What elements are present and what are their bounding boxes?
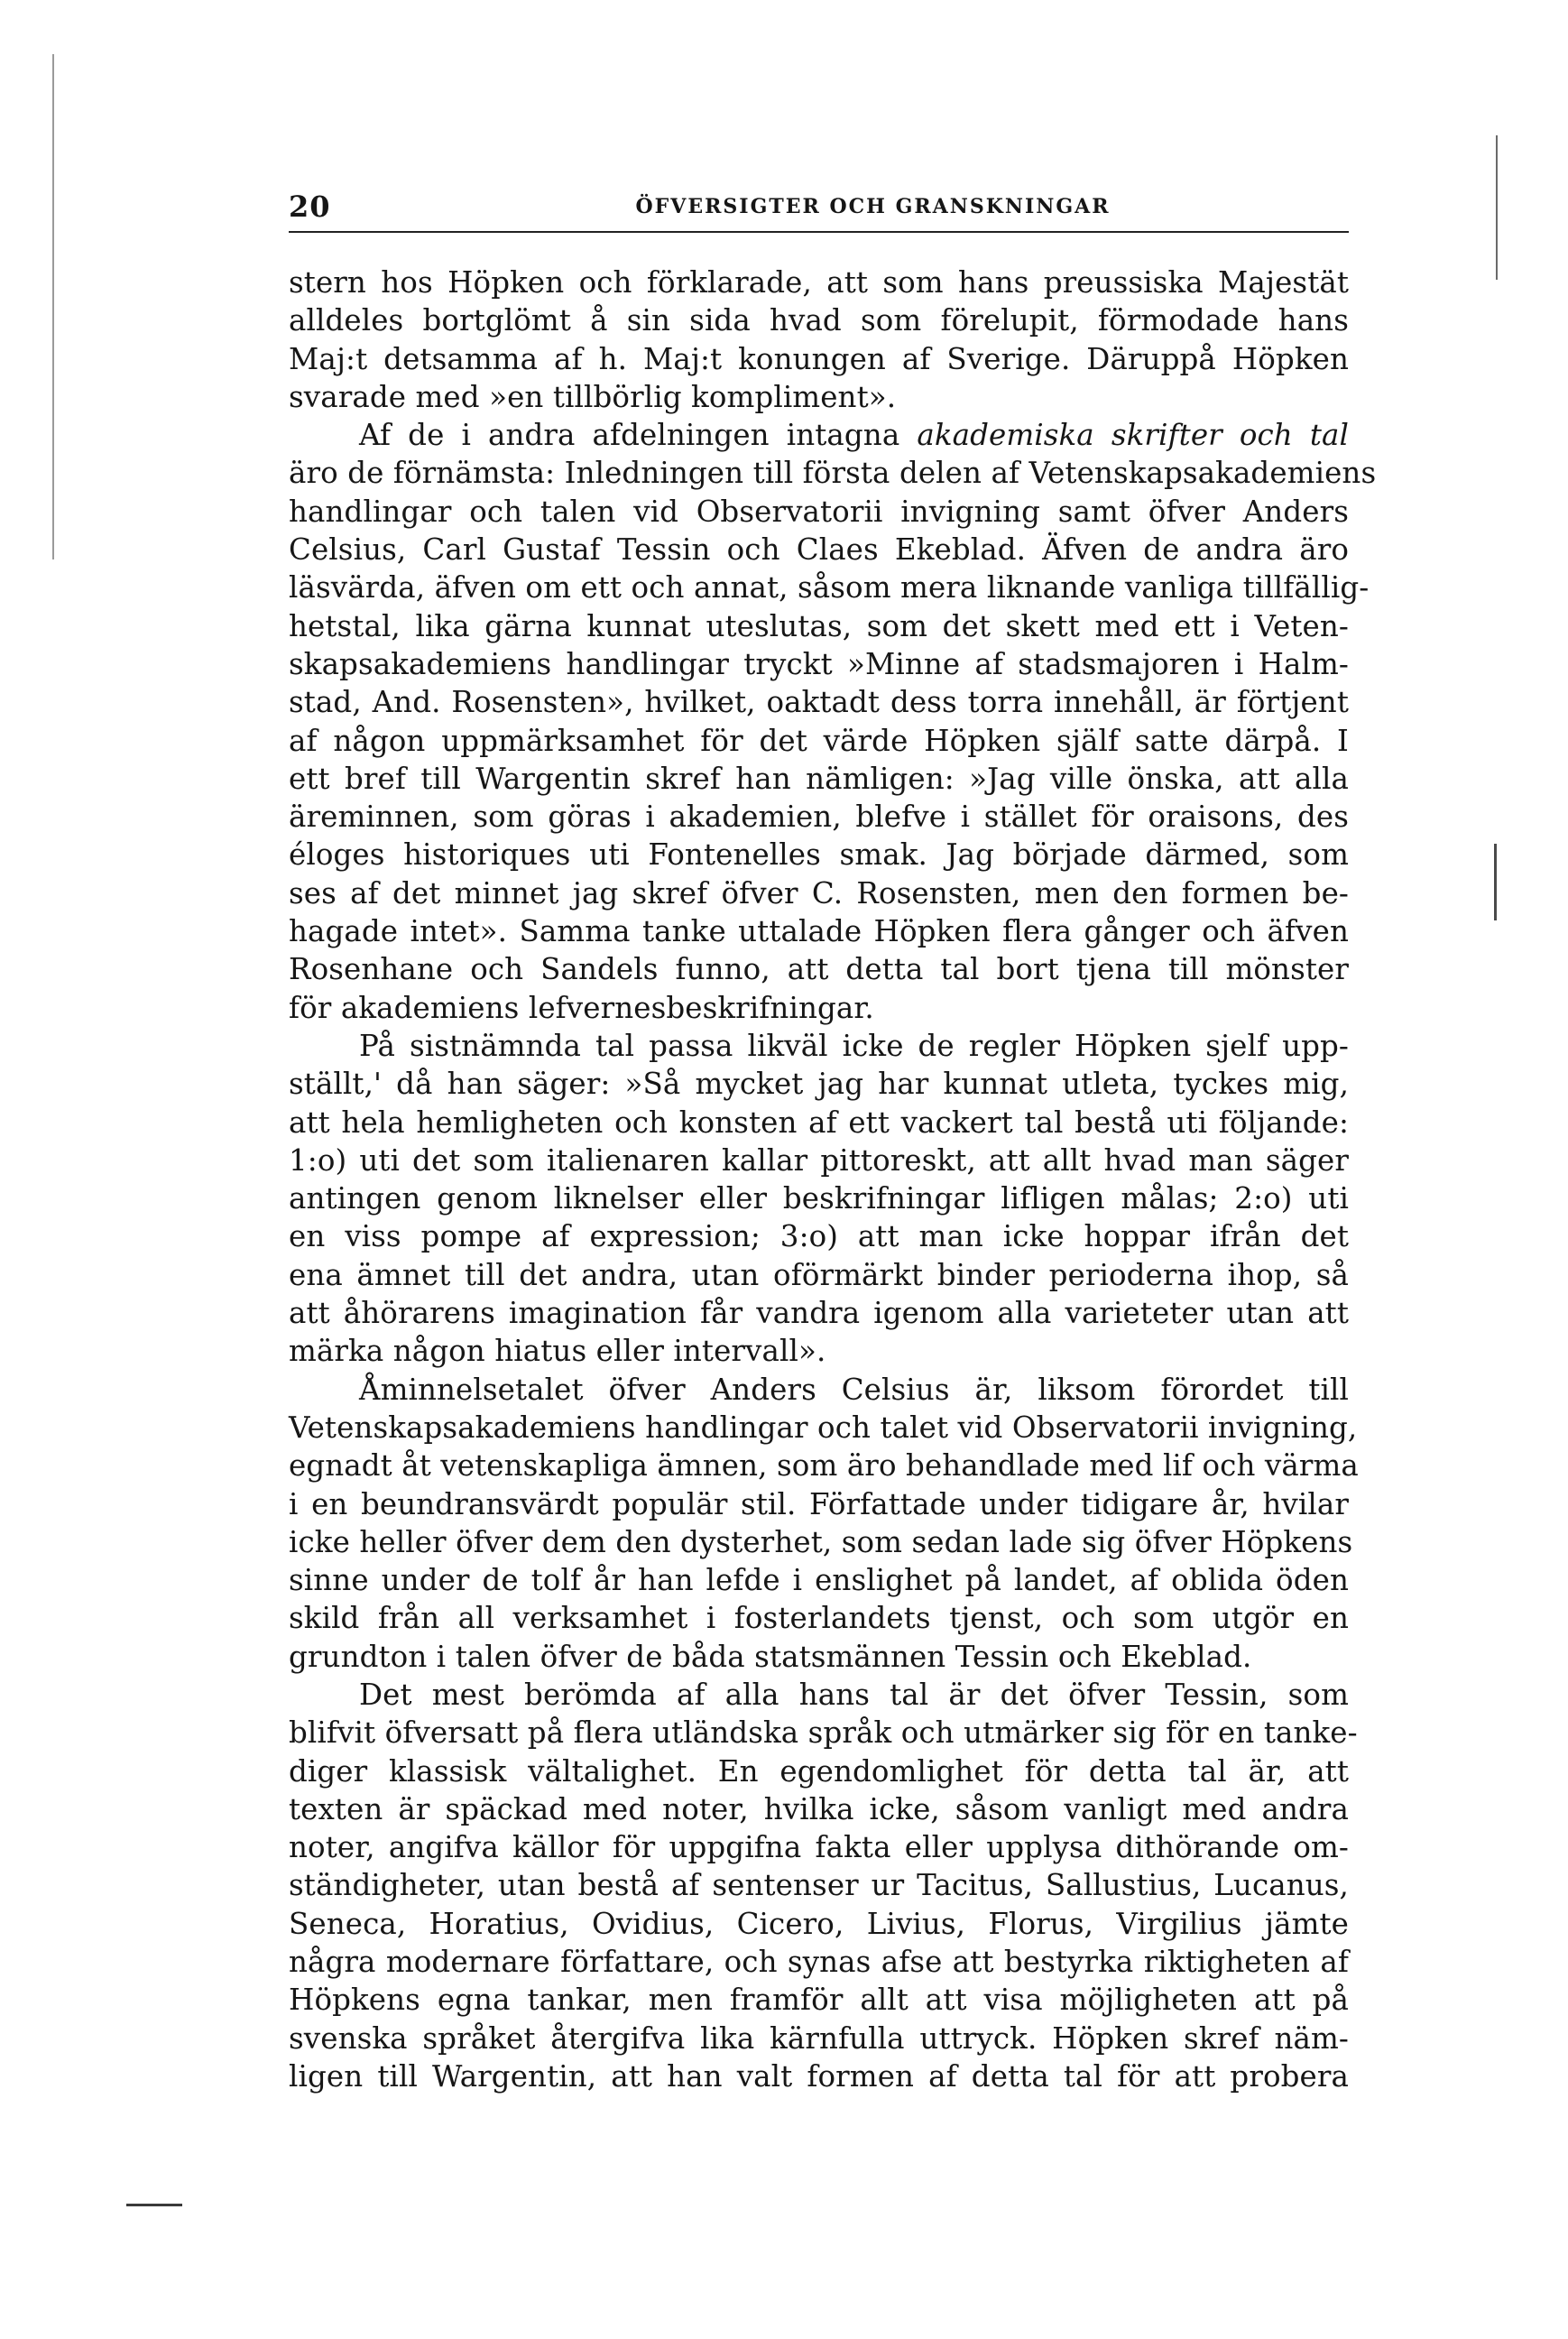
text-line: alldeles bortglömt å sin sida hvad som förelupit, förmodade hans bbox=[289, 303, 1349, 338]
text-line: ständigheter, utan bestå af sentenser ur Tacitus, Sallustius, Lucanus, bbox=[289, 1868, 1349, 1903]
text-line: Vetenskapsakademiens handlingar och talet vid Observatorii invigning, bbox=[289, 1410, 1358, 1445]
header-rule bbox=[289, 231, 1349, 233]
text-line: ett bref till Wargentin skref han nämligen: »Jag ville önska, att alla bbox=[289, 761, 1349, 796]
running-title: ÖFVERSIGTER OCH GRANSKNINGAR bbox=[635, 195, 1111, 218]
scan-border-left bbox=[52, 54, 54, 559]
text-line bbox=[289, 416, 1349, 454]
text-line: märka någon hiatus eller intervall». bbox=[289, 1334, 826, 1369]
text-line: att åhörarens imagination får vandra igenom alla varieteter utan att bbox=[289, 1296, 1349, 1331]
text-line: egnadt åt vetenskapliga ämnen, som äro behandlade med lif och värma bbox=[289, 1448, 1359, 1484]
text-line: grundton i talen öfver de båda statsmännen Tessin och Ekeblad. bbox=[289, 1639, 1252, 1674]
text-line: läsvärda, äfven om ett och annat, såsom mera liknande vanliga tillfällig- bbox=[289, 570, 1370, 606]
text-line: icke heller öfver dem den dysterhet, som sedan lade sig öfver Höpkens bbox=[289, 1524, 1353, 1559]
body-text bbox=[289, 263, 1377, 2095]
book-page bbox=[289, 190, 1377, 2095]
text-line: ligen till Wargentin, att han valt formen af detta tal för att probera bbox=[289, 2058, 1349, 2094]
text-line: i en beundransvärdt populär stil. Författade under tidigare år, hvilar bbox=[289, 1486, 1349, 1521]
text-line: blifvit öfversatt på flera utländska språk och utmärker sig för en tanke- bbox=[289, 1715, 1358, 1751]
text-line: Det mest berömda af alla hans tal är det öfver Tessin, som bbox=[359, 1677, 1349, 1712]
text-line: ställt,' då han säger: »Så mycket jag har kunnat utleta, tyckes mig, bbox=[289, 1067, 1349, 1102]
running-head bbox=[289, 190, 1349, 235]
text-line: några modernare författare, och synas afse att bestyrka riktigheten af bbox=[289, 1945, 1349, 1980]
text-line: handlingar och talen vid Observatorii invigning samt öfver Anders bbox=[289, 494, 1349, 529]
scan-margin-dash bbox=[126, 2204, 182, 2206]
text-line: en viss pompe af expression; 3:o) att man icke hoppar ifrån det bbox=[289, 1219, 1349, 1254]
text-line: Seneca, Horatius, Ovidius, Cicero, Livius, Florus, Virgilius jämte bbox=[289, 1906, 1349, 1941]
text-line: hetstal, lika gärna kunnat uteslutas, som det skett med ett i Veten- bbox=[289, 608, 1349, 643]
text-run: Af de i andra afdelningen intagna bbox=[359, 418, 918, 453]
text-line: hagade intet». Samma tanke uttalade Höpken flera gånger och äfven bbox=[289, 914, 1349, 949]
text-line: Höpkens egna tankar, men framför allt att visa möjligheten att på bbox=[289, 1983, 1349, 2018]
text-line: att hela hemligheten och konsten af ett vackert tal bestå uti följande: bbox=[289, 1105, 1349, 1140]
text-line: äro de förnämsta: Inledningen till första delen af Vetenskapsakademiens bbox=[289, 456, 1377, 491]
italic-phrase: akademiska skrifter och tal bbox=[917, 418, 1349, 453]
text-line: Celsius, Carl Gustaf Tessin och Claes Ekeblad. Äfven de andra äro bbox=[289, 532, 1349, 568]
text-line: diger klassisk vältalighet. En egendomlighet för detta tal är, att bbox=[289, 1753, 1349, 1789]
text-line: ena ämnet till det andra, utan oförmärkt binder perioderna ihop, så bbox=[289, 1257, 1349, 1292]
text-line: Åminnelsetalet öfver Anders Celsius är, liksom förordet till bbox=[359, 1372, 1349, 1407]
text-line: för akademiens lefvernesbeskrifningar. bbox=[289, 990, 874, 1025]
text-line: 1:o) uti det som italienaren kallar pittoreskt, att allt hvad man säger bbox=[289, 1142, 1349, 1178]
text-line: antingen genom liknelser eller beskrifningar lifligen målas; 2:o) uti bbox=[289, 1181, 1349, 1216]
text-line: stad, And. Rosensten», hvilket, oaktadt dess torra innehåll, är förtjent bbox=[289, 685, 1349, 720]
text-line: af någon uppmärksamhet för det värde Höpken själf satte därpå. I bbox=[289, 723, 1349, 758]
text-line: texten är späckad med noter, hvilka icke, såsom vanligt med andra bbox=[289, 1791, 1349, 1826]
text-line: noter, angifva källor för uppgifna fakta eller upplysa dithörande om- bbox=[289, 1830, 1349, 1865]
scan-border-right-mark bbox=[1494, 844, 1497, 920]
text-line: svenska språket återgifva lika kärnfulla uttryck. Höpken skref näm- bbox=[289, 2020, 1349, 2056]
text-line: skapsakademiens handlingar tryckt »Minne af stadsmajoren i Halm- bbox=[289, 646, 1349, 681]
text-line: svarade med »en tillbörlig kompliment». bbox=[289, 379, 897, 414]
text-line: éloges historiques uti Fontenelles smak. Jag började därmed, som bbox=[289, 837, 1349, 873]
text-line: ses af det minnet jag skref öfver C. Rosensten, men den formen be- bbox=[289, 875, 1349, 911]
scan-border-right-upper bbox=[1496, 135, 1498, 280]
text-line: äreminnen, som göras i akademien, blefve i stället för oraisons, des bbox=[289, 800, 1349, 835]
page-number: 20 bbox=[289, 190, 331, 224]
text-line: skild från all verksamhet i fosterlandets tjenst, och som utgör en bbox=[289, 1601, 1349, 1636]
text-line: stern hos Höpken och förklarade, att som hans preussiska Majestät bbox=[289, 265, 1349, 300]
text-line: På sistnämnda tal passa likväl icke de regler Höpken sjelf upp- bbox=[359, 1028, 1349, 1063]
text-line: Rosenhane och Sandels funno, att detta tal bort tjena till mönster bbox=[289, 952, 1349, 987]
text-line: Maj:t detsamma af h. Maj:t konungen af Sverige. Däruppå Höpken bbox=[289, 341, 1349, 376]
text-line: sinne under de tolf år han lefde i enslighet på landet, af oblida öden bbox=[289, 1563, 1349, 1598]
